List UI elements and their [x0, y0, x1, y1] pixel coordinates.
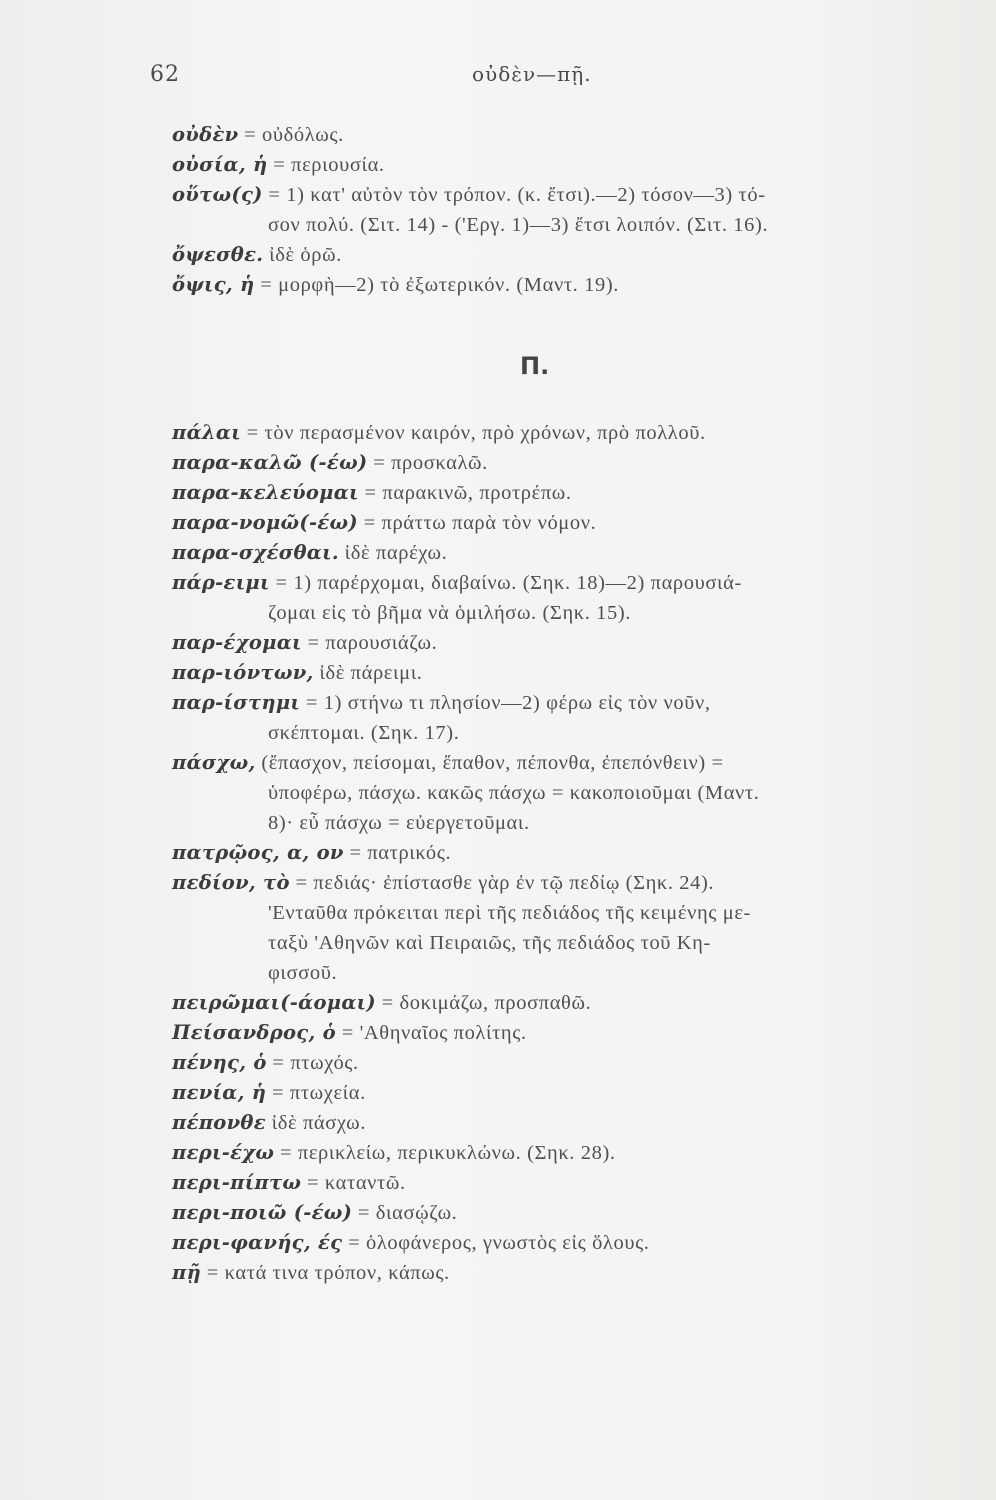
- entry-continuation: [172, 598, 952, 628]
- entry-line: [172, 150, 952, 180]
- headword: πάλαι: [172, 421, 241, 444]
- definition: = καταντῶ.: [301, 1172, 406, 1194]
- headword: οὐδὲν: [172, 123, 239, 146]
- definition: = πτωχεία.: [266, 1082, 366, 1104]
- page-number: 62: [150, 62, 180, 87]
- entry-continuation: [172, 928, 952, 958]
- definition: ἰδὲ παρέχω.: [338, 542, 448, 564]
- definition: = πατρικός.: [343, 842, 452, 864]
- entry-line: [172, 240, 952, 270]
- entry-line: [172, 748, 952, 778]
- headword: πατρῷος, α, ον: [172, 841, 344, 864]
- definition: 8)· εὖ πάσχω = εὐεργετοῦμαι.: [268, 812, 530, 834]
- definition: = πτωχός.: [266, 1052, 359, 1074]
- entry-line: [172, 1258, 952, 1288]
- entry-continuation: [172, 958, 952, 988]
- headword: παρα-σχέσθαι.: [172, 541, 339, 564]
- definition: σκέπτομαι. (Σηκ. 17).: [268, 722, 460, 744]
- entry-line: [172, 1168, 952, 1198]
- headword: περι-έχω: [172, 1141, 275, 1164]
- headword: πενία, ἡ: [172, 1081, 267, 1104]
- definition: ταξὺ 'Αθηνῶν καὶ Πειραιῶς, τῆς πεδιάδος τοῦ Κη-: [268, 932, 711, 954]
- headword: ὄψεσθε.: [172, 243, 264, 266]
- headword: πένης, ὁ: [172, 1051, 267, 1074]
- glossary-entries-pi: [172, 418, 952, 1288]
- headword: πειρῶμαι(-άομαι): [172, 991, 376, 1014]
- definition: ὑποφέρω, πάσχω. κακῶς πάσχω = κακοποιοῦμαι (Μαντ.: [268, 782, 760, 804]
- entry-line: [172, 1108, 952, 1138]
- definition: = παρουσιάζω.: [301, 632, 438, 654]
- definition: ἰδὲ ὁρῶ.: [263, 244, 342, 266]
- definition: = προσκαλῶ.: [367, 452, 488, 474]
- definition: = περικλείω, περικυκλώνω. (Σηκ. 28).: [274, 1142, 616, 1164]
- headword: περι-φανής, ές: [172, 1231, 343, 1254]
- headword: παρ-έχομαι: [172, 631, 302, 654]
- entry-continuation: [172, 778, 952, 808]
- entry-line: [172, 418, 952, 448]
- definition: = παρακινῶ, προτρέπω.: [358, 482, 572, 504]
- entry-line: [172, 628, 952, 658]
- definition: = μορφὴ—2) τὸ ἐξωτερικόν. (Μαντ. 19).: [254, 274, 619, 296]
- definition: ζομαι εἰς τὸ βῆμα νὰ ὁμιλήσω. (Σηκ. 15).: [268, 602, 632, 624]
- entry-continuation: [172, 718, 952, 748]
- entry-continuation: [172, 210, 952, 240]
- headword: παρα-καλῶ (-έω): [172, 451, 368, 474]
- entry-line: [172, 838, 952, 868]
- glossary-entries-omicron: [172, 120, 952, 300]
- headword: παρα-νομῶ(-έω): [172, 511, 358, 534]
- entry-continuation: [172, 898, 952, 928]
- definition: = 'Αθηναῖος πολίτης.: [335, 1022, 527, 1044]
- definition: 'Ενταῦθα πρόκειται περὶ τῆς πεδιάδος τῆς κειμένης με-: [268, 902, 751, 924]
- headword: Πείσανδρος, ὁ: [172, 1021, 336, 1044]
- entry-line: [172, 120, 952, 150]
- entry-line: [172, 688, 952, 718]
- definition: φισσοῦ.: [268, 962, 338, 984]
- headword: πάσχω,: [172, 751, 256, 774]
- headword: περι-ποιῶ (-έω): [172, 1201, 353, 1224]
- definition: ἰδὲ πάσχω.: [265, 1112, 366, 1134]
- running-head: οὐδὲν—πῇ.: [472, 62, 592, 86]
- definition: = πεδιάς· ἐπίστασθε γὰρ ἐν τῷ πεδίῳ (Σηκ. 24).: [289, 872, 715, 894]
- entry-line: [172, 1198, 952, 1228]
- headword: πεδίον, τὸ: [172, 871, 290, 894]
- definition: = 1) παρέρχομαι, διαβαίνω. (Σηκ. 18)—2) παρουσιά-: [269, 572, 742, 594]
- headword: παρ-ιόντων,: [172, 661, 314, 684]
- definition: = περιουσία.: [267, 154, 385, 176]
- entry-line: [172, 448, 952, 478]
- definition: = 1) κατ' αὐτὸν τὸν τρόπον. (κ. ἔτσι).—2) τόσον—3) τό-: [262, 184, 766, 206]
- entry-line: [172, 658, 952, 688]
- page-header: [150, 62, 910, 96]
- definition: = διασῴζω.: [352, 1202, 458, 1224]
- definition: = 1) στήνω τι πλησίον—2) φέρω εἰς τὸν νοῦν,: [300, 692, 711, 714]
- entry-line: [172, 1048, 952, 1078]
- headword: πῇ: [172, 1261, 202, 1284]
- headword: παρα-κελεύομαι: [172, 481, 359, 504]
- headword: ὄψις, ἡ: [172, 273, 255, 296]
- headword: περι-πίπτω: [172, 1171, 302, 1194]
- definition: = τὸν περασμένον καιρόν, πρὸ χρόνων, πρὸ πολλοῦ.: [240, 422, 706, 444]
- definition: = ὁλοφάνερος, γνωστὸς εἰς ὅλους.: [342, 1232, 650, 1254]
- entry-line: [172, 508, 952, 538]
- entry-continuation: [172, 808, 952, 838]
- headword: παρ-ίστημι: [172, 691, 301, 714]
- headword: πάρ-ειμι: [172, 571, 270, 594]
- definition: ἰδὲ πάρειμι.: [313, 662, 423, 684]
- entry-line: [172, 478, 952, 508]
- entry-line: [172, 568, 952, 598]
- definition: = κατά τινα τρόπον, κάπως.: [201, 1262, 450, 1284]
- definition: = δοκιμάζω, προσπαθῶ.: [375, 992, 592, 1014]
- entry-line: [172, 1138, 952, 1168]
- entry-line: [172, 1018, 952, 1048]
- entry-line: [172, 868, 952, 898]
- definition: = πράττω παρὰ τὸν νόμον.: [357, 512, 597, 534]
- entry-line: [172, 180, 952, 210]
- entry-line: [172, 270, 952, 300]
- headword: οὕτω(ς): [172, 183, 263, 206]
- entry-line: [172, 1228, 952, 1258]
- definition: σον πολύ. (Σιτ. 14) - ('Εργ. 1)—3) ἔτσι λοιπόν. (Σιτ. 16).: [268, 214, 769, 236]
- headword: οὐσία, ἡ: [172, 153, 268, 176]
- definition: = οὐδόλως.: [238, 124, 344, 146]
- entry-line: [172, 988, 952, 1018]
- definition: (ἔπασχον, πείσομαι, ἔπαθον, πέπονθα, ἐπεπόνθειν) =: [255, 752, 724, 774]
- entry-line: [172, 538, 952, 568]
- section-letter-heading: Π.: [520, 352, 550, 380]
- headword: πέπονθε: [172, 1111, 266, 1134]
- entry-line: [172, 1078, 952, 1108]
